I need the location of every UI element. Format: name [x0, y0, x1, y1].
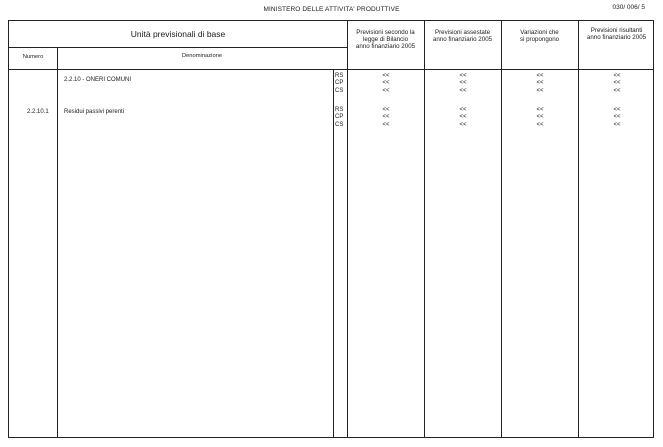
col1-line1: Previsioni secondo la — [356, 29, 415, 36]
col2-line2: anno finanziario 2005 — [432, 36, 493, 44]
row-1-col3-values — [520, 73, 560, 95]
code-cs: CS — [335, 121, 344, 128]
row-1-denominazione: 2.2.10 - ONERI COMUNI — [64, 77, 132, 83]
value: << — [613, 107, 621, 113]
row-2-col2-values — [443, 107, 483, 129]
col3-line1: Variazioni che — [520, 29, 559, 36]
row-1-col1-values — [366, 73, 406, 95]
row-2-col1-values — [366, 107, 406, 129]
divider-col1 — [347, 21, 348, 437]
row-2-col3-values — [520, 107, 560, 129]
divider-numero — [57, 47, 58, 437]
value: << — [459, 107, 467, 113]
code-cp: CP — [335, 114, 344, 121]
col-header-variazioni — [501, 29, 578, 43]
row-1-col4-values — [597, 73, 637, 95]
col-header-previsioni-risultanti — [578, 27, 655, 41]
col1-line3: anno finanziario 2005 — [355, 43, 416, 51]
value: << — [459, 87, 467, 94]
row-1-codes — [335, 73, 343, 95]
code-rs: RS — [335, 107, 344, 113]
col-header-denominazione: Denominazione — [181, 53, 223, 59]
col3-line2: si propongono — [519, 36, 560, 44]
page-code: 030/ 006/ 5 — [612, 4, 645, 11]
row-2-codes — [335, 107, 343, 129]
code-rs: RS — [335, 73, 344, 79]
value: << — [382, 87, 390, 94]
value: << — [459, 80, 467, 87]
value: << — [536, 107, 544, 113]
ministry-title: MINISTERO DELLE ATTIVITA' PRODUTTIVE — [263, 6, 400, 13]
row-2-col4-values — [597, 107, 637, 129]
code-cp: CP — [335, 80, 344, 87]
col-header-previsioni-assestate — [424, 29, 501, 43]
col-header-numero: Numero — [22, 54, 44, 60]
code-cs: CS — [335, 87, 344, 94]
group-title: Unità previsionali di base — [130, 29, 226, 39]
budget-table — [8, 20, 654, 438]
value: << — [613, 80, 621, 87]
divider-col3 — [501, 21, 502, 437]
value: << — [536, 114, 544, 121]
value: << — [382, 114, 390, 121]
value: << — [382, 121, 390, 128]
value: << — [382, 73, 390, 79]
col-header-previsioni-bilancio — [347, 29, 424, 51]
divider-col4 — [578, 21, 579, 437]
row-2-numero: 2.2.10.1 — [27, 109, 49, 115]
value: << — [536, 87, 544, 94]
value: << — [536, 73, 544, 79]
value: << — [459, 114, 467, 121]
col4-line1: Previsioni risultanti — [590, 27, 643, 34]
col2-line1: Previsioni assestate — [434, 29, 491, 36]
divider-header — [9, 69, 653, 70]
value: << — [382, 107, 390, 113]
value: << — [613, 114, 621, 121]
divider-codes — [333, 69, 334, 437]
value: << — [613, 87, 621, 94]
row-2-denominazione: Residui passivi perenti — [64, 109, 125, 115]
value: << — [536, 80, 544, 87]
value: << — [613, 73, 621, 79]
value: << — [459, 73, 467, 79]
value: << — [613, 121, 621, 128]
value: << — [382, 80, 390, 87]
row-1-col2-values — [443, 73, 483, 95]
divider-group — [9, 47, 347, 48]
col4-line2: anno finanziario 2005 — [586, 34, 647, 42]
value: << — [536, 121, 544, 128]
divider-col2 — [424, 21, 425, 437]
col1-line2: legge di Bilancio — [362, 36, 409, 44]
value: << — [459, 121, 467, 128]
